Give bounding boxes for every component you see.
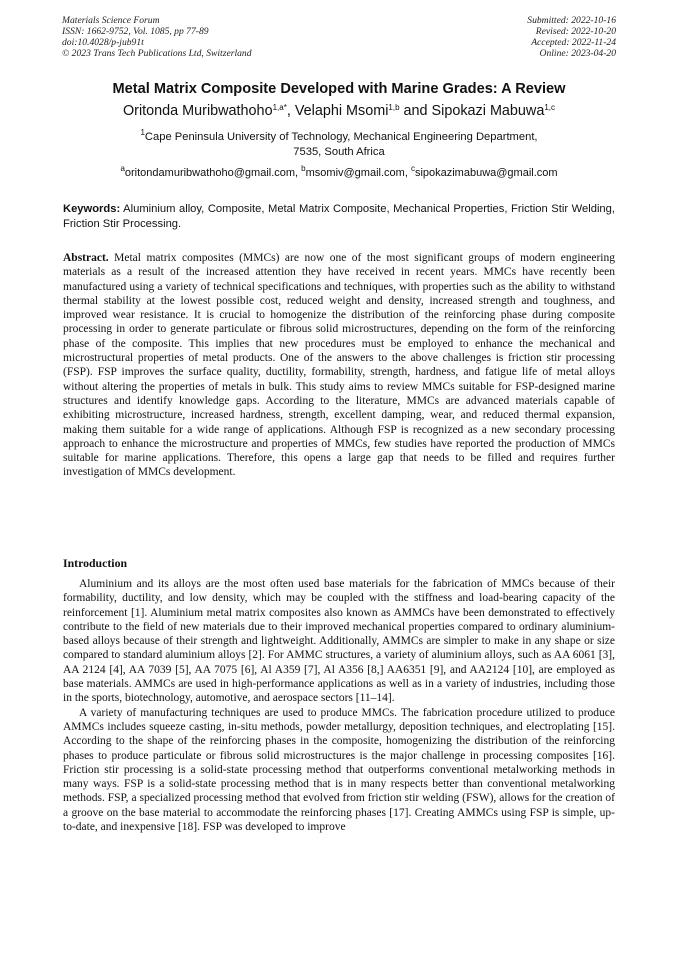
email-link[interactable]: msomiv@gmail.com bbox=[305, 167, 405, 179]
introduction-body bbox=[63, 577, 615, 834]
paragraph: Aluminium and its alloys are the most often used base materials for the fabrication of MMCs because of their formability, ductility, and low density, which may be coupled with the stiffness and load-bearing capacity of the reinforcement [1]. Aluminium metal matrix composites also known as AMMCs have been demonstrated to effectively contribute to the field of new materials due to their improved mechanical properties compared to ordinary aluminium-based alloys because of their strength and lightweight. Additionally, AMMCs are simpler to make in any shape or size compared to standard aluminium alloys [2]. For AMMC structures, a variety of aluminium alloys, such as AA 6061 [3], AA 2124 [4], AA 7039 [5], AA 7075 [6], Al A359 [7], Al A356 [8,] AA6351 [9], and AA2124 [10], are employed as base materials. AMMCs are used in high-performance applications as well as in a variety of industries, including those in the sports, biotechnology, automotive, and aerospace sectors [11–14]. bbox=[63, 578, 615, 705]
journal-doi[interactable]: doi:10.4028/p-jub91t bbox=[62, 37, 144, 48]
author-name: Oritonda Muribwathoho bbox=[122, 103, 273, 119]
author-name: Velaphi Msomi bbox=[294, 103, 389, 119]
email-marker: c bbox=[410, 164, 415, 173]
affiliation-line: 7535, South Africa bbox=[293, 146, 385, 158]
author-separator: , bbox=[286, 103, 295, 119]
author-affil-marker: 1,b bbox=[388, 103, 400, 112]
publication-dates bbox=[527, 15, 616, 59]
keywords-text: Aluminium alloy, Composite, Metal Matrix Composite, Mechanical Properties, Friction Stir Welding, Friction Stir Processing. bbox=[63, 203, 615, 230]
email-link[interactable]: oritondamuribwathoho@gmail.com bbox=[124, 167, 296, 179]
keywords-label: Keywords: bbox=[63, 203, 121, 215]
affiliation-marker: 1 bbox=[140, 128, 145, 137]
author-separator: and bbox=[399, 103, 432, 119]
keywords bbox=[63, 202, 615, 231]
journal-issn: ISSN: 1662-9752, Vol. 1085, pp 77-89 bbox=[62, 26, 209, 37]
author-affil-marker: 1,a* bbox=[272, 103, 287, 112]
email-separator: , bbox=[295, 167, 302, 179]
email-separator: , bbox=[404, 167, 411, 179]
date-revised: Revised: 2022-10-20 bbox=[535, 26, 616, 37]
abstract-text: Metal matrix composites (MMCs) are now one of the most significant groups of modern engineering materials as a result of the increased attention they have received in recent years. MMCs have recently been manufactured using a variety of technical specifications and techniques, with properties such as the ability to withstand thermal stability at the lowest possible cost, reduced weight and density, increased strength and toughness, and improved wear resistance. It is crucial to homogenize the distribution of the reinforcing phase during composite processing in order to generate particulate or fibrous solid microstructures, depending on the form of the reinforcing phase of the composite. This implies that new procedures must be employed to enhance the mechanical and microstructural properties of metal products. One of the answers to the above challenges is friction stir processing (FSP). FSP improves the surface quality, ductility, formability, strength, hardness, and fatigue life of metal alloys without altering the properties of metals in bulk. This study aims to review MMCs suitable for FSP-designed marine structures and identify knowledge gaps. According to the literature, MMCs are advanced materials capable of exhibiting microstructure, increased hardness, strength, excellent damping, wear, and reduced thermal expansion, making them suitable for a wide range of applications. Although FSP is recognized as a new secondary processing approach to enhance the microstructure and properties of MMCs, few studies have reported the production of MMCs suitable for marine applications. Therefore, this opens a large gap that needs to be filled and requires further investigation of MMCs development. bbox=[63, 252, 616, 479]
abstract-label: Abstract. bbox=[63, 252, 109, 264]
journal-name: Materials Science Forum bbox=[62, 15, 160, 26]
date-accepted: Accepted: 2022-11-24 bbox=[531, 37, 616, 48]
date-submitted: Submitted: 2022-10-16 bbox=[527, 15, 616, 26]
email-link[interactable]: sipokazimabuwa@gmail.com bbox=[414, 167, 558, 179]
abstract bbox=[63, 251, 615, 480]
journal-info bbox=[62, 15, 252, 59]
author-affil-marker: 1,c bbox=[544, 103, 556, 112]
affiliation-line: Cape Peninsula University of Technology, Mechanical Engineering Department, bbox=[144, 131, 538, 143]
date-online: Online: 2023-04-20 bbox=[539, 48, 616, 59]
email-marker: a bbox=[120, 164, 125, 173]
email-list bbox=[40, 166, 638, 180]
journal-copyright: © 2023 Trans Tech Publications Ltd, Switzerland bbox=[62, 48, 252, 59]
author-list bbox=[40, 102, 638, 120]
author-name: Sipokazi Mabuwa bbox=[431, 103, 545, 119]
introduction-heading: Introduction bbox=[63, 556, 128, 570]
paragraph: A variety of manufacturing techniques are used to produce MMCs. The fabrication procedure utilized to produce AMMCs includes squeeze casting, in-situ methods, powder metallurgy, deposition techniques, and electroplating [15]. According to the shape of the reinforcing phases in the composite, homogenizing the distribution of the reinforcing phases to produce particulate or fibrous solid microstructures is the major challenge in processing composites [16]. Friction stir processing is a solid-state processing method that outperforms conventional metalworking methods in many ways. FSP is a solid-state processing method that is in many respects better than conventional metalworking methods. FSP, a specialized processing method that evolved from friction stir welding (FSW), allows for the creation of a groove on the base material to accommodate the reinforcing phases [17]. Creating AMMCs using FSP is simple, up-to-date, and inexpensive [18]. FSP was developed to improve bbox=[63, 706, 615, 834]
paper-title: Metal Matrix Composite Developed with Marine Grades: A Review bbox=[112, 81, 566, 97]
email-marker: b bbox=[301, 164, 306, 173]
affiliation bbox=[60, 130, 618, 160]
